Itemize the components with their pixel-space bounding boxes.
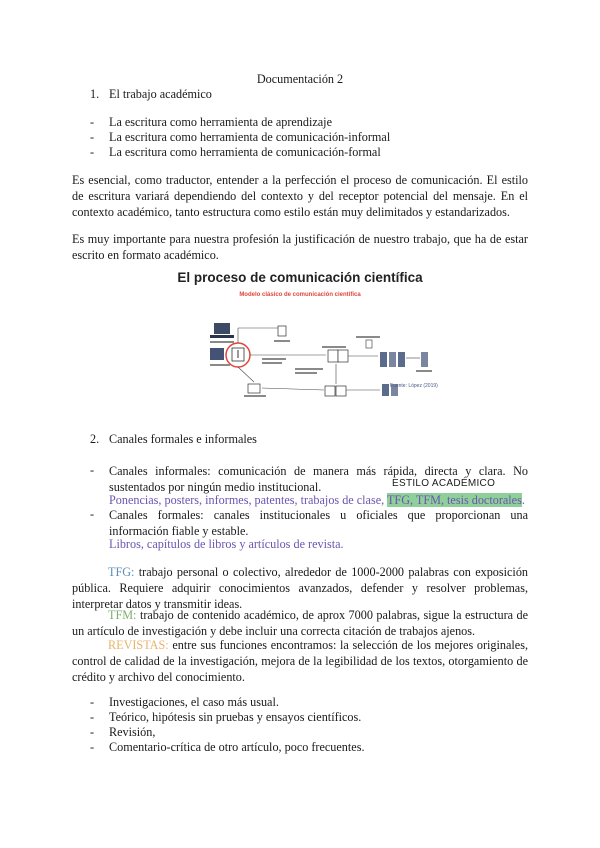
revistas-text: entre sus funciones encontramos: la selección de los mejores originales, control de calidad de la investigación, mejora de la legibilidad de los textos, otorgamiento de crédito y archivo del conocimiento.: [72, 638, 528, 684]
section-number: 2.: [90, 432, 100, 446]
dash: -: [90, 463, 95, 477]
list-item-text: Teórico, hipótesis sin pruebas y ensayos científicos.: [109, 710, 362, 724]
dash: -: [90, 115, 95, 129]
informal-channels-text: Canales informales: comunicación de manera más rápida, directa y clara. No sustentados por ningún medio institucional.: [109, 464, 528, 494]
dash: -: [90, 130, 95, 144]
figure-source: Fuente: López (2019): [390, 383, 438, 389]
document-icon: [278, 326, 286, 336]
dash: -: [90, 507, 95, 521]
dash: -: [90, 145, 95, 159]
formal-examples: Libros, capítulos de libros y artículos de revista.: [109, 537, 344, 551]
tfg-paragraph: [72, 564, 528, 612]
section-heading: El trabajo académico: [109, 87, 212, 101]
document-icon: [328, 350, 338, 362]
revistas-paragraph: [72, 637, 528, 685]
list-item-text: Investigaciones, el caso más usual.: [109, 695, 279, 709]
section-number: 1.: [90, 87, 100, 101]
section-heading: Canales formales e informales: [109, 432, 257, 446]
examples-text: Ponencias, posters, informes, patentes, trabajos de clase,: [109, 493, 385, 507]
academic-style-tag: ESTILO ACADÉMICO: [392, 478, 496, 489]
paragraph: Es muy importante para nuestra profesión la justificación de nuestro trabajo, que ha de estar escrito en formato académico.: [72, 232, 528, 262]
revistas-label: REVISTAS:: [108, 638, 169, 652]
dash: -: [90, 695, 95, 709]
tfg-text: trabajo personal o colectivo, alrededor de 1000-2000 palabras con exposición pública. Requiere adquirir conocimientos avanzados, defender y resolver problemas, interpretar datos y transmitir ideas.: [72, 565, 529, 611]
tfm-text: trabajo de contenido académico, de aprox 7000 palabras, sigue la estructura de un artículo de investigación y debe incluir una correcta citación de trabajos ajenos.: [72, 608, 529, 638]
list-item-text: Revisión,: [109, 725, 156, 739]
informal-examples: [109, 493, 525, 508]
list-item-text: La escritura como herramienta de aprendizaje: [109, 115, 332, 129]
tfm-label: TFM:: [108, 608, 137, 622]
paragraph: Es esencial, como traductor, entender a la perfección el proceso de comunicación. El estilo de escritura variará dependiendo del contexto y del receptor potencial del mensaje. En el contexto académico, tanto estructura como estilo están muy delimitados y estandarizados.: [72, 173, 528, 219]
highlighted-examples: TFG, TFM, tesis doctorales: [386, 493, 522, 507]
tfm-paragraph: [72, 607, 528, 639]
examples-tail: .: [521, 493, 525, 507]
archive-icon: [382, 384, 389, 396]
page-title: Documentación 2: [256, 72, 344, 86]
list-item-text: La escritura como herramienta de comunicación-formal: [109, 145, 381, 159]
dash: -: [90, 710, 95, 724]
figure-title: El proceso de comunicación científica: [177, 270, 423, 285]
tfg-label: TFG:: [108, 565, 135, 579]
researcher-icon: [210, 348, 224, 360]
dash: -: [90, 725, 95, 739]
conference-icon: [248, 384, 260, 393]
book-icon: [325, 386, 335, 396]
library-icon: [421, 352, 428, 367]
formal-channels-text: Canales formales: canales institucionales u oficiales que proporcionan una información fiable y estable.: [109, 508, 528, 538]
list-item-text: La escritura como herramienta de comunicación-informal: [109, 130, 391, 144]
list-item-text: Comentario-crítica de otro artículo, poco frecuentes.: [109, 740, 365, 754]
communication-diagram: [150, 270, 450, 395]
dash: -: [90, 740, 95, 754]
figure-subtitle: Modelo clásico de comunicación científica: [239, 292, 361, 298]
journal-icon: [380, 352, 387, 367]
computer-icon: [214, 323, 230, 334]
